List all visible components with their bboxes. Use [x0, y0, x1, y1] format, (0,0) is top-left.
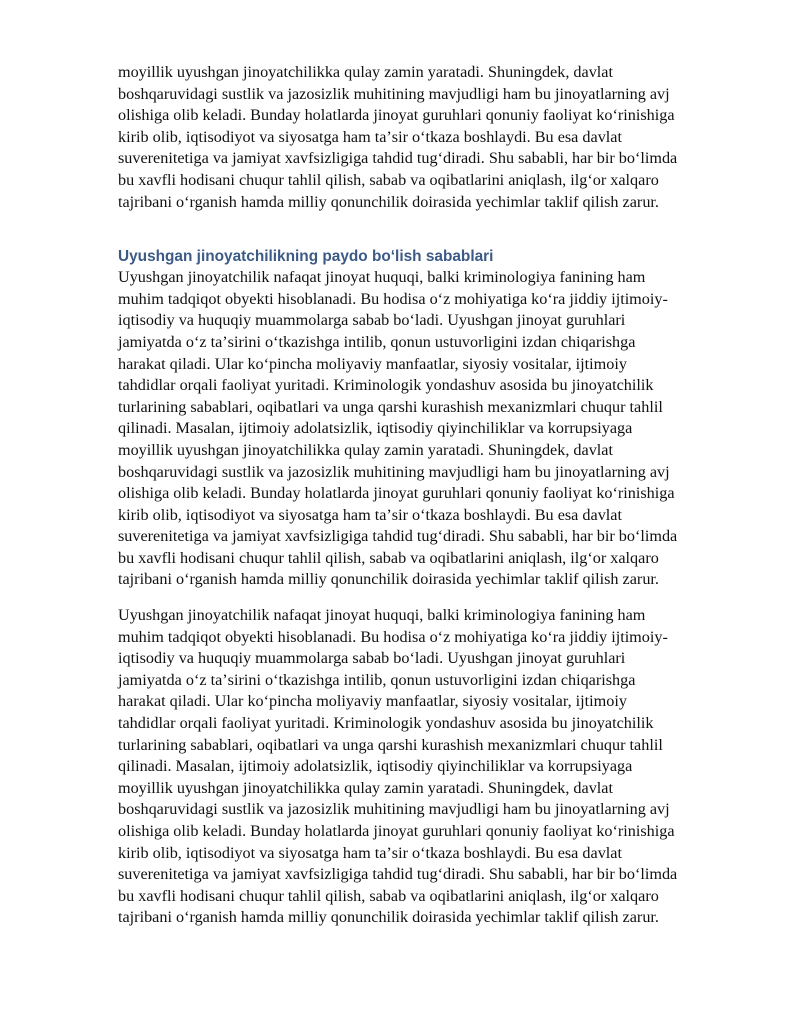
document-page	[118, 62, 690, 929]
text-line: moyillik uyushgan jinoyatchilikka qulay zamin yaratadi. Shuningdek, davlat	[118, 440, 613, 459]
text-line: kirib olib, iqtisodiyot va siyosatga ham taʼsir oʻtkaza boshlaydi. Bu esa davlat	[118, 505, 622, 524]
text-line: boshqaruvidagi sustlik va jazosizlik muhitining mavjudligi ham bu jinoyatlarning avj	[118, 800, 670, 819]
text-line: muhim tadqiqot obyekti hisoblanadi. Bu hodisa oʻz mohiyatiga koʻra jiddiy ijtimoiy-	[118, 289, 668, 308]
text-line: jamiyatda oʻz taʼsirini oʻtkazishga intilib, qonun ustuvorligini izdan chiqarishga	[118, 670, 636, 689]
text-line: tajribani oʻrganish hamda milliy qonunchilik doirasida yechimlar taklif qilish zarur.	[118, 908, 659, 927]
text-line: jamiyatda oʻz taʼsirini oʻtkazishga intilib, qonun ustuvorligini izdan chiqarishga	[118, 332, 636, 351]
text-line: bu xavfli hodisani chuqur tahlil qilish, sabab va oqibatlarini aniqlash, ilgʻor xalqaro	[118, 886, 659, 905]
text-line: boshqaruvidagi sustlik va jazosizlik muhitining mavjudligi ham bu jinoyatlarning avj	[118, 84, 670, 103]
text-line: iqtisodiy va huquqiy muammolarga sabab boʻladi. Uyushgan jinoyat guruhlari	[118, 649, 626, 668]
text-line: suverenitetiga va jamiyat xavfsizligiga tahdid tugʻdiradi. Shu sababli, har bir boʻlimda	[118, 865, 678, 884]
text-line: olishiga olib keladi. Bunday holatlarda jinoyat guruhlari qonuniy faoliyat koʻrinishiga	[118, 484, 675, 503]
text-line: iqtisodiy va huquqiy muammolarga sabab boʻladi. Uyushgan jinoyat guruhlari	[118, 311, 626, 330]
text-line: Uyushgan jinoyatchilik nafaqat jinoyat huquqi, balki kriminologiya fanining ham	[118, 606, 646, 625]
text-line: muhim tadqiqot obyekti hisoblanadi. Bu hodisa oʻz mohiyatiga koʻra jiddiy ijtimoiy-	[118, 627, 668, 646]
text-line: qilinadi. Masalan, ijtimoiy adolatsizlik, iqtisodiy qiyinchiliklar va korrupsiyaga	[118, 419, 633, 438]
text-line: tajribani oʻrganish hamda milliy qonunchilik doirasida yechimlar taklif qilish zarur.	[118, 192, 659, 211]
text-line: olishiga olib keladi. Bunday holatlarda jinoyat guruhlari qonuniy faoliyat koʻrinishiga	[118, 822, 675, 840]
text-line: tahdidlar orqali faoliyat yuritadi. Kriminologik yondashuv asosida bu jinoyatchilik	[118, 714, 654, 733]
text-line: turlarining sabablari, oqibatlari va unga qarshi kurashish mexanizmlari chuqur tahlil	[118, 397, 663, 416]
text-line: olishiga olib keladi. Bunday holatlarda jinoyat guruhlari qonuniy faoliyat koʻrinishiga	[118, 106, 675, 125]
paragraph-top	[118, 62, 690, 213]
text-line: kirib olib, iqtisodiyot va siyosatga ham taʼsir oʻtkaza boshlaydi. Bu esa davlat	[118, 127, 622, 146]
text-line: bu xavfli hodisani chuqur tahlil qilish, sabab va oqibatlarini aniqlash, ilgʻor xalqaro	[118, 548, 659, 567]
text-line: turlarining sabablari, oqibatlari va unga qarshi kurashish mexanizmlari chuqur tahlil	[118, 735, 663, 754]
text-line: kirib olib, iqtisodiyot va siyosatga ham taʼsir oʻtkaza boshlaydi. Bu esa davlat	[118, 843, 622, 862]
text-line: bu xavfli hodisani chuqur tahlil qilish, sabab va oqibatlarini aniqlash, ilgʻor xalqaro	[118, 170, 659, 189]
paragraph-2	[118, 605, 690, 929]
text-line: moyillik uyushgan jinoyatchilikka qulay zamin yaratadi. Shuningdek, davlat	[118, 778, 613, 797]
text-line: suverenitetiga va jamiyat xavfsizligiga tahdid tugʻdiradi. Shu sababli, har bir boʻlimda	[118, 527, 678, 546]
text-line: suverenitetiga va jamiyat xavfsizligiga tahdid tugʻdiradi. Shu sababli, har bir boʻlimda	[118, 149, 678, 168]
text-line: harakat qiladi. Ular koʻpincha moliyaviy manfaatlar, siyosiy vositalar, ijtimoiy	[118, 354, 627, 373]
paragraph-spacer	[118, 591, 690, 605]
text-line: Uyushgan jinoyatchilik nafaqat jinoyat huquqi, balki kriminologiya fanining ham	[118, 268, 646, 287]
text-line: tahdidlar orqali faoliyat yuritadi. Kriminologik yondashuv asosida bu jinoyatchilik	[118, 376, 654, 395]
paragraph-1	[118, 267, 690, 591]
text-line: boshqaruvidagi sustlik va jazosizlik muhitining mavjudligi ham bu jinoyatlarning avj	[118, 462, 670, 481]
section-heading: Uyushgan jinoyatchilikning paydo boʻlish sabablari	[118, 248, 494, 266]
text-line: moyillik uyushgan jinoyatchilikka qulay zamin yaratadi. Shuningdek, davlat	[118, 63, 613, 81]
text-line: tajribani oʻrganish hamda milliy qonunchilik doirasida yechimlar taklif qilish zarur.	[118, 570, 659, 589]
text-line: harakat qiladi. Ular koʻpincha moliyaviy manfaatlar, siyosiy vositalar, ijtimoiy	[118, 692, 627, 711]
text-line: qilinadi. Masalan, ijtimoiy adolatsizlik, iqtisodiy qiyinchiliklar va korrupsiyaga	[118, 757, 633, 776]
